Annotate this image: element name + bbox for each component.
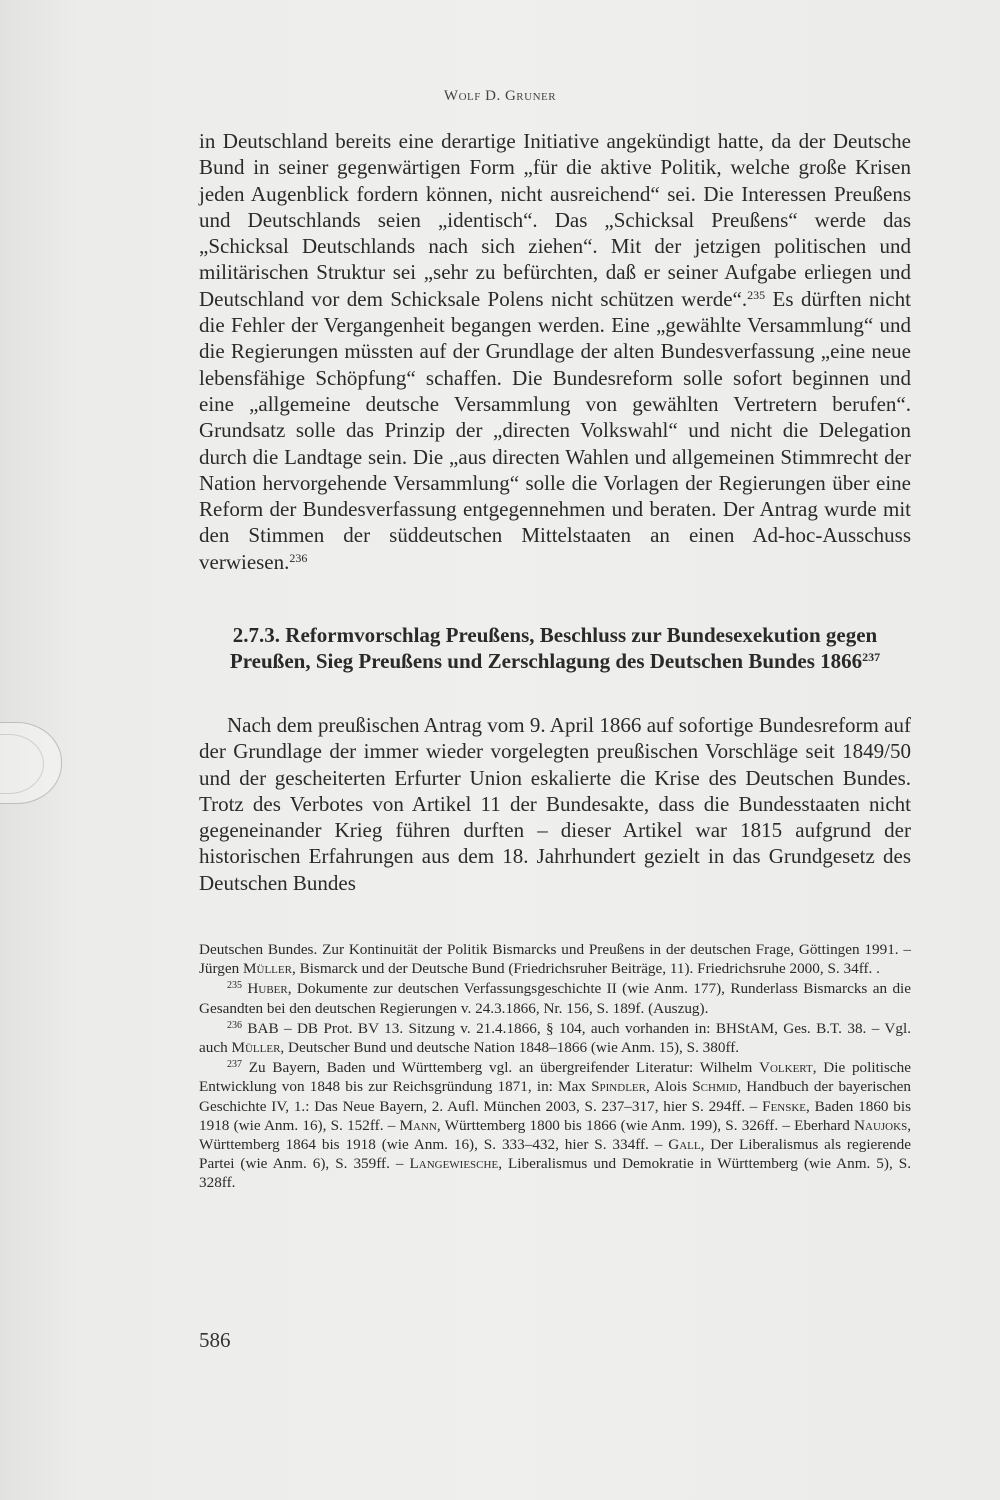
footnote-235: $^{235}$ Huber, Dokumente zur deutschen Verfassungsgeschichte II (wie Anm. 177), Runderlass Bismarcks an die Gesandten bei den deutschen Regierungen v. 24.3.1866, Nr. 156, S. 189f. (Auszug). xyxy=(199,980,912,1017)
body-paragraph xyxy=(199,128,911,575)
footnote-ref-235[interactable]: 235 xyxy=(747,287,766,302)
footnote-ref-237[interactable]: 237 xyxy=(862,650,881,664)
section-paragraph xyxy=(199,712,911,896)
footnote-236: $^{236}$ BAB – DB Prot. BV 13. Sitzung v. 21.4.1866, § 104, auch vorhanden in: BHStAM, Ges. B.T. 38. – Vgl. auch Müller, Deutscher Bund und deutsche Nation 1848–1866 (wie Anm. 15), S. 380ff. xyxy=(199,1019,911,1057)
running-head xyxy=(0,88,1000,105)
footnote-237: $^{237}$ Zu Bayern, Baden und Württemberg vgl. an übergreifender Literatur: Wilhelm Volkert, Die politische Entwicklung von 1848 bis zur Reichsgründung 1871, in: Max Spindler, Alois Schmid, Handbuch der bayerischen Geschichte IV, 1.: Das Neue Bayern, 2. Aufl. München 2003, S. 237–317, hier S. 294ff. – Fenske, Baden 1860 bis 1918 (wie Anm. 16), S. 152ff. – Mann, Württemberg 1800 bis 1866 (wie Anm. 199), S. 326ff. – Eberhard Naujoks, Württemberg 1864 bis 1918 (wie Anm. 16), S. 333–432, hier S. 334ff. – Gall, Der Liberalismus als regierende Partei (wie Anm. 6), S. 359ff. – Langewiesche, Liberalismus und Demokratie in Württemberg (wie Anm. 5), S. 328ff. xyxy=(199,1059,912,1192)
section-heading-text: 2.7.3. Reformvorschlag Preußens, Beschluss zur Bundesexekution gegen Preußen, Sieg Preußens und Zerschlagung des Deutschen Bundes 1866 xyxy=(229,623,878,673)
running-head-author-last: Gruner xyxy=(504,88,557,104)
paper-clip-inner-shadow xyxy=(0,734,44,794)
footnote-continuation: Deutschen Bundes. Zur Kontinuität der Politik Bismarcks und Preußens in der deutschen Frage, Göttingen 1991. – Jürgen Müller, Bismarck und der Deutsche Bund (Friedrichsruher Beiträge, 11). Friedrichsruhe 2000, S. 34ff. . xyxy=(199,941,911,978)
body-text-part-1: in Deutschland bereits eine derartige Initiative angekündigt hatte, da der Deutsche Bund in seiner gegenwärtigen Form „für die aktive Politik, welche große Krisen jeden Augenblick fordern können, nicht ausreichend“ sei. Die Interessen Preußens und Deutschlands seien „identisch“. Das „Schicksal Preußens“ werde das „Schicksal Deutschlands nach sich ziehen“. Mit der jetzigen politischen und militärischen Struktur sei „sehr zu befürchten, daß er seiner Aufgabe erliegen und Deutschland vor dem Schicksale Polens nicht schützen werde“. xyxy=(199,129,911,311)
body-text-part-2: Es dürften nicht die Fehler der Vergangenheit begangen werden. Eine „gewählte Versammlung“ und die Regierungen müssten auf der Grundlage der alten Bundesverfassung „eine neue lebensfähige Schöpfung“ schaffen. Die Bundesreform solle sofort beginnen und eine „allgemeine deutsche Versammlung von gewählten Vertretern berufen“. Grundsatz solle das Prinzip der „directen Volkswahl“ und nicht die Delegation durch die Landtage sein. Die „aus directen Wahlen und allgemeinen Stimmrecht der Nation hervorgehende Versammlung“ solle die Vorlagen der Regierungen über eine Reform der Bundesverfassung entgegennehmen und beraten. Der Antrag wurde mit den Stimmen der süddeutschen Mittelstaaten an einen Ad-hoc-Ausschuss verwiesen. xyxy=(199,286,911,574)
page-number: 586 xyxy=(199,1328,231,1352)
running-head-author-first: Wolf D. xyxy=(443,88,505,104)
footnote-ref-236[interactable]: 236 xyxy=(289,550,308,565)
section-paragraph-text: Nach dem preußischen Antrag vom 9. April 1866 auf sofortige Bundesreform auf der Grundlage der immer wieder vorgelegten preußischen Vorschläge seit 1849/50 und der gescheiterten Erfurter Union eskalierte die Krise des Deutschen Bundes. Trotz des Verbotes von Artikel 11 der Bundesakte, dass die Bundesstaaten nicht gegeneinander Krieg führen durften – dieser Artikel war 1815 aufgrund der historischen Erfahrungen aus dem 18. Jahrhundert gezielt in das Grundgesetz des Deutschen Bundes xyxy=(199,713,911,895)
section-heading xyxy=(218,622,892,674)
footnotes xyxy=(199,940,911,1194)
paper-clip-shadow xyxy=(0,722,62,804)
